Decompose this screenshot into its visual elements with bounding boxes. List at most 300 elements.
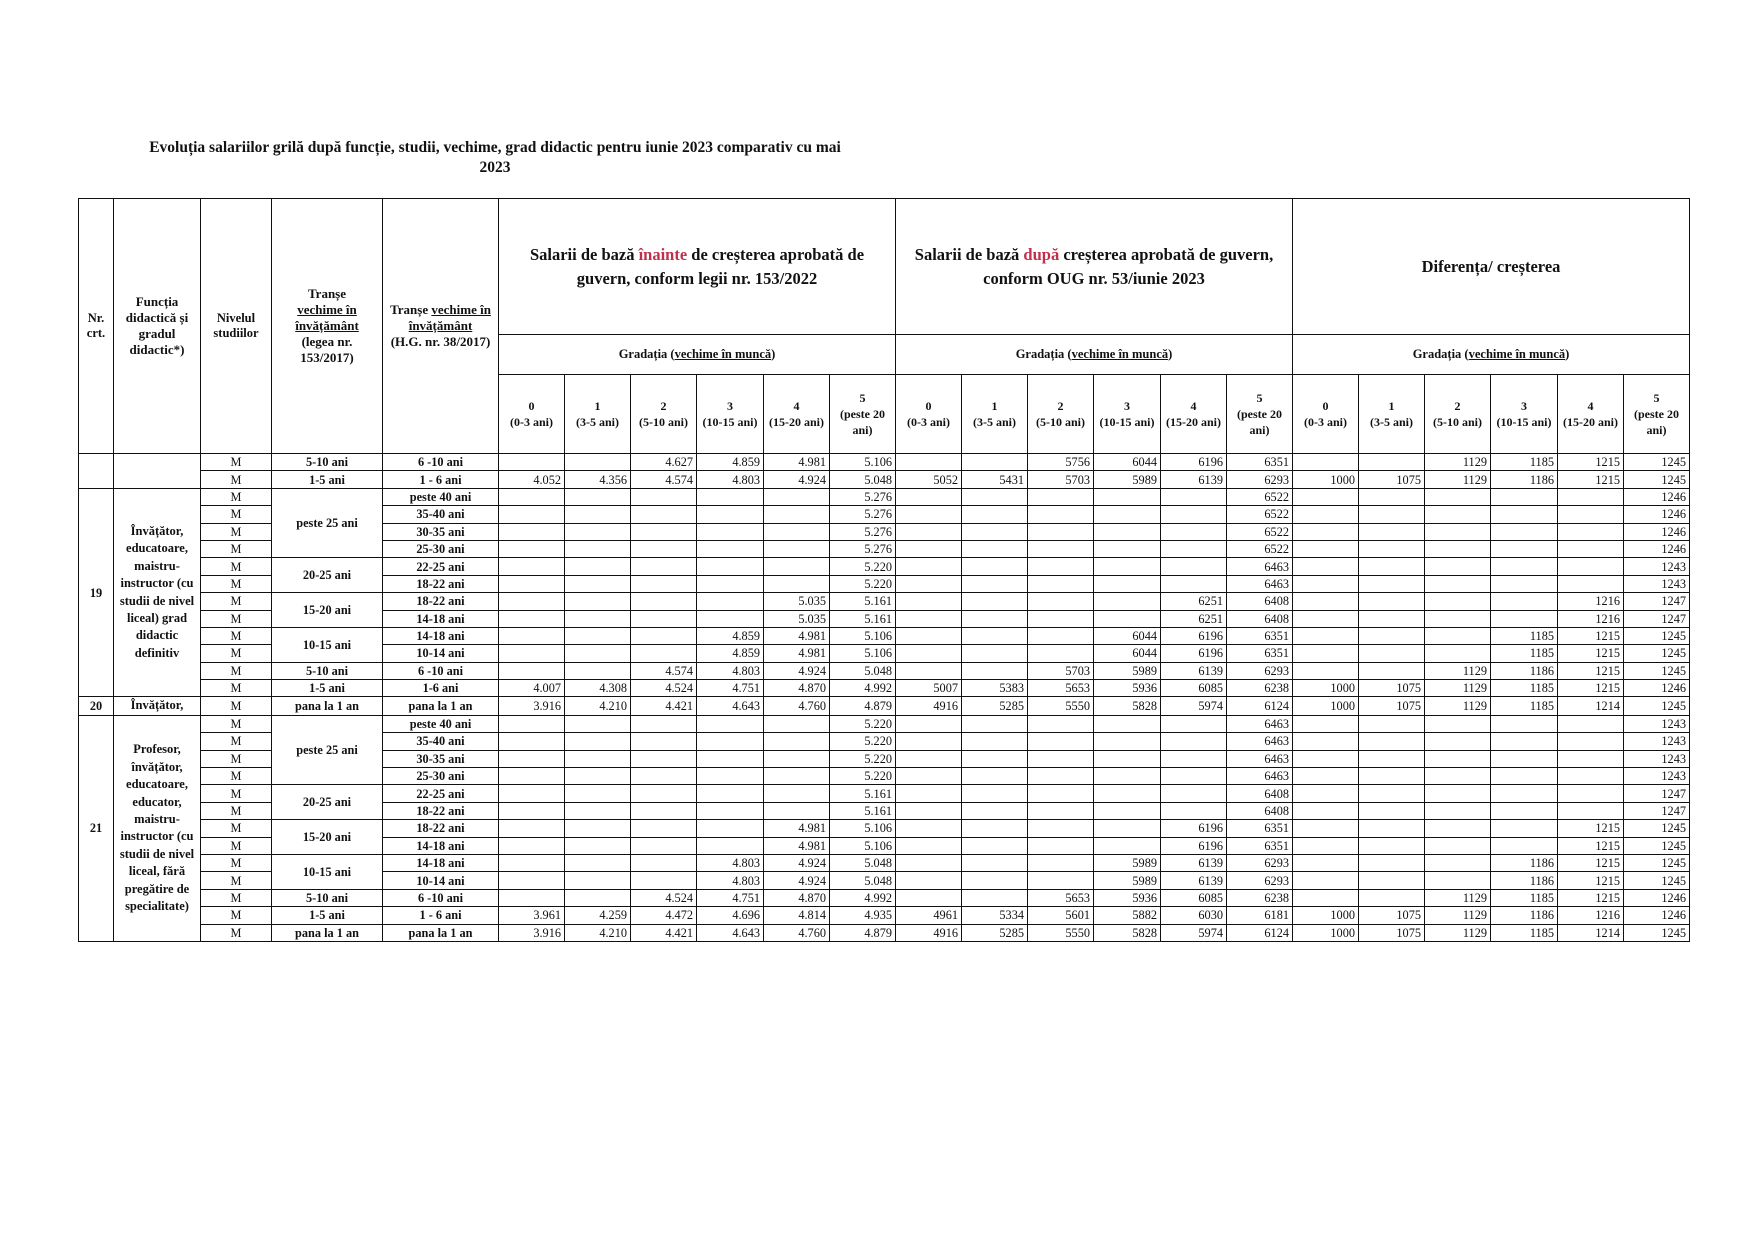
transe-hg-38: 25-30 ani — [383, 768, 499, 785]
value-before-grade-2 — [631, 610, 697, 627]
value-before-grade-5: 5.220 — [830, 575, 896, 592]
value-diff-grade-3: 1185 — [1491, 889, 1558, 906]
value-before-grade-5: 5.048 — [830, 872, 896, 889]
value-before-grade-4: 4.870 — [764, 889, 830, 906]
value-diff-grade-2 — [1425, 645, 1491, 662]
transe-law-153: pana la 1 an — [272, 924, 383, 941]
value-diff-grade-4: 1215 — [1558, 645, 1624, 662]
transe-hg-38: 18-22 ani — [383, 593, 499, 610]
value-diff-grade-4: 1215 — [1558, 662, 1624, 679]
table-row — [79, 907, 1690, 924]
grade-label: (5-10 ani) — [1433, 415, 1482, 429]
value-diff-grade-1 — [1359, 645, 1425, 662]
value-diff-grade-0 — [1293, 558, 1359, 575]
value-after-grade-3: 5989 — [1094, 471, 1161, 488]
value-before-grade-2 — [631, 523, 697, 540]
value-diff-grade-4: 1215 — [1558, 627, 1624, 644]
value-diff-grade-3 — [1491, 715, 1558, 732]
transe-hg-38: peste 40 ani — [383, 715, 499, 732]
value-diff-grade-5: 1243 — [1624, 733, 1690, 750]
value-diff-grade-3: 1186 — [1491, 872, 1558, 889]
value-after-grade-4 — [1161, 488, 1227, 505]
value-diff-grade-4 — [1558, 785, 1624, 802]
transe-hg-38: 14-18 ani — [383, 627, 499, 644]
study-level: M — [201, 820, 272, 837]
value-diff-grade-2: 1129 — [1425, 697, 1491, 715]
study-level: M — [201, 750, 272, 767]
value-diff-grade-3: 1185 — [1491, 454, 1558, 471]
value-before-grade-5: 5.048 — [830, 662, 896, 679]
value-before-grade-3 — [697, 488, 764, 505]
function-name: Învățător, — [114, 697, 201, 715]
value-after-grade-5: 6522 — [1227, 540, 1293, 557]
value-diff-grade-1 — [1359, 872, 1425, 889]
value-after-grade-5: 6522 — [1227, 523, 1293, 540]
transe-law-153: 20-25 ani — [272, 785, 383, 820]
value-after-grade-0 — [896, 488, 962, 505]
transe-law-153: 1-5 ani — [272, 471, 383, 488]
value-after-grade-5: 6351 — [1227, 645, 1293, 662]
value-before-grade-2 — [631, 802, 697, 819]
value-before-grade-4 — [764, 506, 830, 523]
value-before-grade-3: 4.803 — [697, 872, 764, 889]
value-diff-grade-2: 1129 — [1425, 907, 1491, 924]
value-before-grade-1 — [565, 558, 631, 575]
value-after-grade-4 — [1161, 523, 1227, 540]
value-after-grade-2: 5601 — [1028, 907, 1094, 924]
value-before-grade-1 — [565, 837, 631, 854]
value-diff-grade-2 — [1425, 488, 1491, 505]
value-diff-grade-3: 1186 — [1491, 662, 1558, 679]
value-before-grade-3 — [697, 575, 764, 592]
value-diff-grade-0 — [1293, 627, 1359, 644]
study-level: M — [201, 662, 272, 679]
grade-header-after-3 — [1094, 375, 1161, 454]
value-diff-grade-5: 1246 — [1624, 506, 1690, 523]
value-diff-grade-0 — [1293, 610, 1359, 627]
value-diff-grade-1: 1075 — [1359, 471, 1425, 488]
value-before-grade-2 — [631, 837, 697, 854]
value-diff-grade-0 — [1293, 645, 1359, 662]
value-before-grade-5: 5.276 — [830, 540, 896, 557]
value-diff-grade-0 — [1293, 768, 1359, 785]
value-before-grade-2 — [631, 558, 697, 575]
value-after-grade-2 — [1028, 802, 1094, 819]
table-row — [79, 627, 1690, 644]
value-diff-grade-1 — [1359, 575, 1425, 592]
value-diff-grade-2 — [1425, 593, 1491, 610]
study-level: M — [201, 785, 272, 802]
gradatia-pre: Gradația ( — [1412, 347, 1469, 361]
transe-hg-38: pana la 1 an — [383, 924, 499, 941]
value-diff-grade-3 — [1491, 558, 1558, 575]
grade-number: 1 — [991, 399, 998, 413]
value-before-grade-2 — [631, 645, 697, 662]
value-diff-grade-3 — [1491, 610, 1558, 627]
transe-law-153: 5-10 ani — [272, 454, 383, 471]
value-after-grade-5: 6293 — [1227, 872, 1293, 889]
table-row — [79, 697, 1690, 715]
salary-grid-table — [78, 198, 1690, 942]
value-diff-grade-5: 1246 — [1624, 907, 1690, 924]
grade-label: (15-20 ani) — [1563, 415, 1618, 429]
value-before-grade-3 — [697, 523, 764, 540]
value-before-grade-0 — [499, 627, 565, 644]
value-after-grade-4: 6085 — [1161, 889, 1227, 906]
value-diff-grade-5: 1246 — [1624, 680, 1690, 697]
value-before-grade-2: 4.421 — [631, 924, 697, 941]
value-diff-grade-4: 1216 — [1558, 593, 1624, 610]
value-after-grade-1 — [962, 785, 1028, 802]
value-before-grade-2 — [631, 872, 697, 889]
value-after-grade-4: 6251 — [1161, 610, 1227, 627]
grade-label: (3-5 ani) — [1370, 415, 1413, 429]
value-before-grade-1 — [565, 488, 631, 505]
value-before-grade-2 — [631, 575, 697, 592]
value-diff-grade-4: 1215 — [1558, 454, 1624, 471]
value-after-grade-2: 5703 — [1028, 662, 1094, 679]
value-diff-grade-5: 1245 — [1624, 820, 1690, 837]
gradatia-header-before — [499, 335, 896, 375]
value-after-grade-2 — [1028, 627, 1094, 644]
transe-hg-38: 1 - 6 ani — [383, 471, 499, 488]
value-after-grade-4: 6196 — [1161, 454, 1227, 471]
value-before-grade-0 — [499, 645, 565, 662]
value-diff-grade-3: 1185 — [1491, 697, 1558, 715]
value-after-grade-3 — [1094, 593, 1161, 610]
transe-law-153: 20-25 ani — [272, 558, 383, 593]
value-diff-grade-2: 1129 — [1425, 662, 1491, 679]
value-before-grade-2: 4.627 — [631, 454, 697, 471]
study-level: M — [201, 575, 272, 592]
value-diff-grade-5: 1246 — [1624, 540, 1690, 557]
value-after-grade-5: 6124 — [1227, 924, 1293, 941]
value-after-grade-0: 4961 — [896, 907, 962, 924]
transe2-law: (H.G. nr. 38/2017) — [390, 334, 491, 349]
value-after-grade-2 — [1028, 872, 1094, 889]
value-after-grade-0 — [896, 889, 962, 906]
value-before-grade-1 — [565, 523, 631, 540]
value-before-grade-2 — [631, 820, 697, 837]
grade-number: 1 — [1388, 399, 1395, 413]
value-diff-grade-2 — [1425, 733, 1491, 750]
value-diff-grade-0 — [1293, 837, 1359, 854]
value-diff-grade-5: 1246 — [1624, 488, 1690, 505]
value-before-grade-3: 4.643 — [697, 697, 764, 715]
value-after-grade-5: 6238 — [1227, 889, 1293, 906]
value-diff-grade-3 — [1491, 575, 1558, 592]
value-diff-grade-1 — [1359, 733, 1425, 750]
value-before-grade-0: 3.961 — [499, 907, 565, 924]
transe-hg-38: 18-22 ani — [383, 820, 499, 837]
value-after-grade-2: 5550 — [1028, 697, 1094, 715]
value-before-grade-4: 4.870 — [764, 680, 830, 697]
value-after-grade-5: 6181 — [1227, 907, 1293, 924]
value-before-grade-1: 4.308 — [565, 680, 631, 697]
header-after-increase — [896, 199, 1293, 335]
study-level: M — [201, 924, 272, 941]
value-after-grade-3: 5989 — [1094, 662, 1161, 679]
grade-label: (0-3 ani) — [510, 415, 553, 429]
grade-header-before-5 — [830, 375, 896, 454]
value-diff-grade-3: 1186 — [1491, 907, 1558, 924]
value-diff-grade-2 — [1425, 820, 1491, 837]
table-row — [79, 662, 1690, 679]
value-after-grade-3: 5936 — [1094, 889, 1161, 906]
table-row — [79, 488, 1690, 505]
transe-law-153: pana la 1 an — [272, 697, 383, 715]
value-after-grade-2 — [1028, 593, 1094, 610]
value-after-grade-2 — [1028, 837, 1094, 854]
value-diff-grade-5: 1243 — [1624, 750, 1690, 767]
value-diff-grade-1 — [1359, 750, 1425, 767]
table-row — [79, 558, 1690, 575]
value-before-grade-0: 4.007 — [499, 680, 565, 697]
gradatia-header-after — [896, 335, 1293, 375]
value-after-grade-1 — [962, 488, 1028, 505]
grade-number: 5 — [1256, 391, 1263, 405]
grade-header-diff-1 — [1359, 375, 1425, 454]
value-diff-grade-1 — [1359, 540, 1425, 557]
value-diff-grade-2: 1129 — [1425, 471, 1491, 488]
value-after-grade-4: 6139 — [1161, 872, 1227, 889]
value-before-grade-0 — [499, 820, 565, 837]
value-after-grade-3: 5828 — [1094, 697, 1161, 715]
value-before-grade-2: 4.524 — [631, 889, 697, 906]
value-before-grade-3 — [697, 750, 764, 767]
value-before-grade-4 — [764, 802, 830, 819]
value-before-grade-1 — [565, 802, 631, 819]
value-before-grade-3: 4.859 — [697, 627, 764, 644]
value-diff-grade-3 — [1491, 785, 1558, 802]
value-after-grade-2 — [1028, 575, 1094, 592]
value-after-grade-1 — [962, 733, 1028, 750]
value-after-grade-3: 5882 — [1094, 907, 1161, 924]
value-diff-grade-0: 1000 — [1293, 907, 1359, 924]
value-before-grade-3: 4.803 — [697, 855, 764, 872]
value-before-grade-3 — [697, 540, 764, 557]
function-name: Profesor, învățător, educatoare, educator, maistru-instructor (cu studii de nivel liceal, fără pregătire de specialitate) — [114, 715, 201, 941]
value-after-grade-2: 5653 — [1028, 889, 1094, 906]
value-before-grade-5: 5.106 — [830, 454, 896, 471]
value-after-grade-2 — [1028, 610, 1094, 627]
transe-hg-38: 30-35 ani — [383, 750, 499, 767]
value-after-grade-5: 6351 — [1227, 820, 1293, 837]
value-before-grade-3: 4.803 — [697, 662, 764, 679]
transe-hg-38: pana la 1 an — [383, 697, 499, 715]
value-after-grade-3 — [1094, 837, 1161, 854]
value-before-grade-4: 4.760 — [764, 697, 830, 715]
value-before-grade-5: 5.106 — [830, 820, 896, 837]
value-before-grade-4: 4.981 — [764, 645, 830, 662]
value-before-grade-5: 5.220 — [830, 558, 896, 575]
grade-number: 2 — [1454, 399, 1461, 413]
study-level: M — [201, 837, 272, 854]
gradatia-underlined: vechime în muncă — [1071, 347, 1169, 361]
grade-number: 4 — [1190, 399, 1197, 413]
value-after-grade-2 — [1028, 523, 1094, 540]
value-after-grade-2 — [1028, 715, 1094, 732]
value-diff-grade-4 — [1558, 506, 1624, 523]
value-after-grade-1 — [962, 855, 1028, 872]
value-before-grade-0 — [499, 488, 565, 505]
study-level: M — [201, 593, 272, 610]
value-diff-grade-4: 1216 — [1558, 610, 1624, 627]
value-diff-grade-1 — [1359, 454, 1425, 471]
transe-hg-38: 18-22 ani — [383, 575, 499, 592]
value-before-grade-5: 5.220 — [830, 750, 896, 767]
value-diff-grade-4: 1215 — [1558, 680, 1624, 697]
grade-label: (10-15 ani) — [1496, 415, 1552, 429]
transe-hg-38: 22-25 ani — [383, 785, 499, 802]
value-after-grade-4: 6085 — [1161, 680, 1227, 697]
gradatia-header-diff — [1293, 335, 1690, 375]
value-diff-grade-3 — [1491, 506, 1558, 523]
value-before-grade-0 — [499, 715, 565, 732]
study-level: M — [201, 855, 272, 872]
value-after-grade-0 — [896, 802, 962, 819]
grade-header-after-0 — [896, 375, 962, 454]
value-before-grade-0 — [499, 454, 565, 471]
row-number — [79, 454, 114, 489]
value-before-grade-3 — [697, 820, 764, 837]
value-after-grade-0 — [896, 540, 962, 557]
gradatia-underlined: vechime în muncă — [1468, 347, 1566, 361]
value-after-grade-5: 6522 — [1227, 488, 1293, 505]
value-after-grade-3 — [1094, 575, 1161, 592]
value-diff-grade-5: 1247 — [1624, 593, 1690, 610]
value-after-grade-0: 5007 — [896, 680, 962, 697]
value-before-grade-5: 5.276 — [830, 488, 896, 505]
value-before-grade-2: 4.472 — [631, 907, 697, 924]
value-after-grade-3 — [1094, 802, 1161, 819]
study-level: M — [201, 645, 272, 662]
value-after-grade-4 — [1161, 575, 1227, 592]
value-diff-grade-1 — [1359, 768, 1425, 785]
grade-header-before-4 — [764, 375, 830, 454]
value-before-grade-4: 5.035 — [764, 610, 830, 627]
value-diff-grade-0 — [1293, 785, 1359, 802]
value-after-grade-0 — [896, 575, 962, 592]
table-row — [79, 593, 1690, 610]
value-before-grade-5: 4.992 — [830, 889, 896, 906]
value-before-grade-3: 4.643 — [697, 924, 764, 941]
value-diff-grade-1 — [1359, 523, 1425, 540]
grade-number: 2 — [1057, 399, 1064, 413]
value-before-grade-0 — [499, 802, 565, 819]
value-before-grade-2: 4.574 — [631, 471, 697, 488]
value-after-grade-1: 5334 — [962, 907, 1028, 924]
value-diff-grade-2 — [1425, 750, 1491, 767]
value-diff-grade-0 — [1293, 662, 1359, 679]
value-after-grade-5: 6408 — [1227, 785, 1293, 802]
value-after-grade-2 — [1028, 750, 1094, 767]
value-before-grade-5: 5.220 — [830, 715, 896, 732]
value-after-grade-0 — [896, 785, 962, 802]
value-before-grade-4 — [764, 785, 830, 802]
grade-label: (5-10 ani) — [639, 415, 688, 429]
value-before-grade-2: 4.421 — [631, 697, 697, 715]
value-after-grade-3 — [1094, 750, 1161, 767]
grade-number: 3 — [727, 399, 733, 413]
gradatia-post: ) — [771, 347, 776, 361]
value-after-grade-0 — [896, 523, 962, 540]
value-after-grade-4 — [1161, 785, 1227, 802]
value-after-grade-3 — [1094, 506, 1161, 523]
grade-number: 4 — [793, 399, 800, 413]
value-before-grade-0 — [499, 837, 565, 854]
value-diff-grade-2 — [1425, 715, 1491, 732]
value-after-grade-3 — [1094, 768, 1161, 785]
value-diff-grade-5: 1245 — [1624, 855, 1690, 872]
value-after-grade-0: 5052 — [896, 471, 962, 488]
value-diff-grade-3 — [1491, 593, 1558, 610]
value-diff-grade-4: 1215 — [1558, 471, 1624, 488]
value-before-grade-5: 4.992 — [830, 680, 896, 697]
value-diff-grade-2 — [1425, 575, 1491, 592]
value-after-grade-2 — [1028, 645, 1094, 662]
row-number: 20 — [79, 697, 114, 715]
value-after-grade-2 — [1028, 540, 1094, 557]
value-after-grade-1 — [962, 454, 1028, 471]
value-before-grade-4: 4.924 — [764, 855, 830, 872]
value-diff-grade-0 — [1293, 523, 1359, 540]
function-name: Învățător, educatoare, maistru-instructor (cu studii de nivel liceal) grad didactic definitiv — [114, 488, 201, 697]
value-diff-grade-2 — [1425, 610, 1491, 627]
gradatia-pre: Gradația ( — [618, 347, 675, 361]
transe-law-153: 10-15 ani — [272, 627, 383, 662]
value-before-grade-1: 4.210 — [565, 697, 631, 715]
value-before-grade-1 — [565, 662, 631, 679]
value-after-grade-3 — [1094, 540, 1161, 557]
value-after-grade-5: 6408 — [1227, 593, 1293, 610]
value-before-grade-2 — [631, 750, 697, 767]
value-after-grade-4: 6139 — [1161, 855, 1227, 872]
value-before-grade-4 — [764, 750, 830, 767]
transe1-title: Tranșe — [307, 286, 347, 301]
study-level: M — [201, 610, 272, 627]
value-before-grade-5: 5.276 — [830, 523, 896, 540]
transe2-title: Tranșe — [390, 302, 429, 317]
value-before-grade-5: 4.935 — [830, 907, 896, 924]
value-before-grade-4 — [764, 715, 830, 732]
grade-number: 0 — [925, 399, 932, 413]
value-after-grade-0 — [896, 610, 962, 627]
grade-label: (5-10 ani) — [1036, 415, 1085, 429]
value-before-grade-3: 4.803 — [697, 471, 764, 488]
value-diff-grade-5: 1243 — [1624, 715, 1690, 732]
value-after-grade-4 — [1161, 733, 1227, 750]
value-diff-grade-1 — [1359, 785, 1425, 802]
value-before-grade-0 — [499, 785, 565, 802]
value-diff-grade-2: 1129 — [1425, 680, 1491, 697]
value-diff-grade-1: 1075 — [1359, 680, 1425, 697]
value-diff-grade-2 — [1425, 506, 1491, 523]
value-diff-grade-3 — [1491, 768, 1558, 785]
grade-header-diff-4 — [1558, 375, 1624, 454]
header-difference: Diferența/ creșterea — [1293, 199, 1690, 335]
value-after-grade-5: 6351 — [1227, 454, 1293, 471]
transe-hg-38: 14-18 ani — [383, 837, 499, 854]
transe-law-153: 15-20 ani — [272, 593, 383, 628]
value-after-grade-4: 6196 — [1161, 645, 1227, 662]
before-highlight: înainte — [638, 244, 688, 264]
value-after-grade-5: 6238 — [1227, 680, 1293, 697]
value-before-grade-3: 4.859 — [697, 454, 764, 471]
grade-number: 4 — [1587, 399, 1594, 413]
value-after-grade-3 — [1094, 558, 1161, 575]
value-after-grade-1 — [962, 610, 1028, 627]
